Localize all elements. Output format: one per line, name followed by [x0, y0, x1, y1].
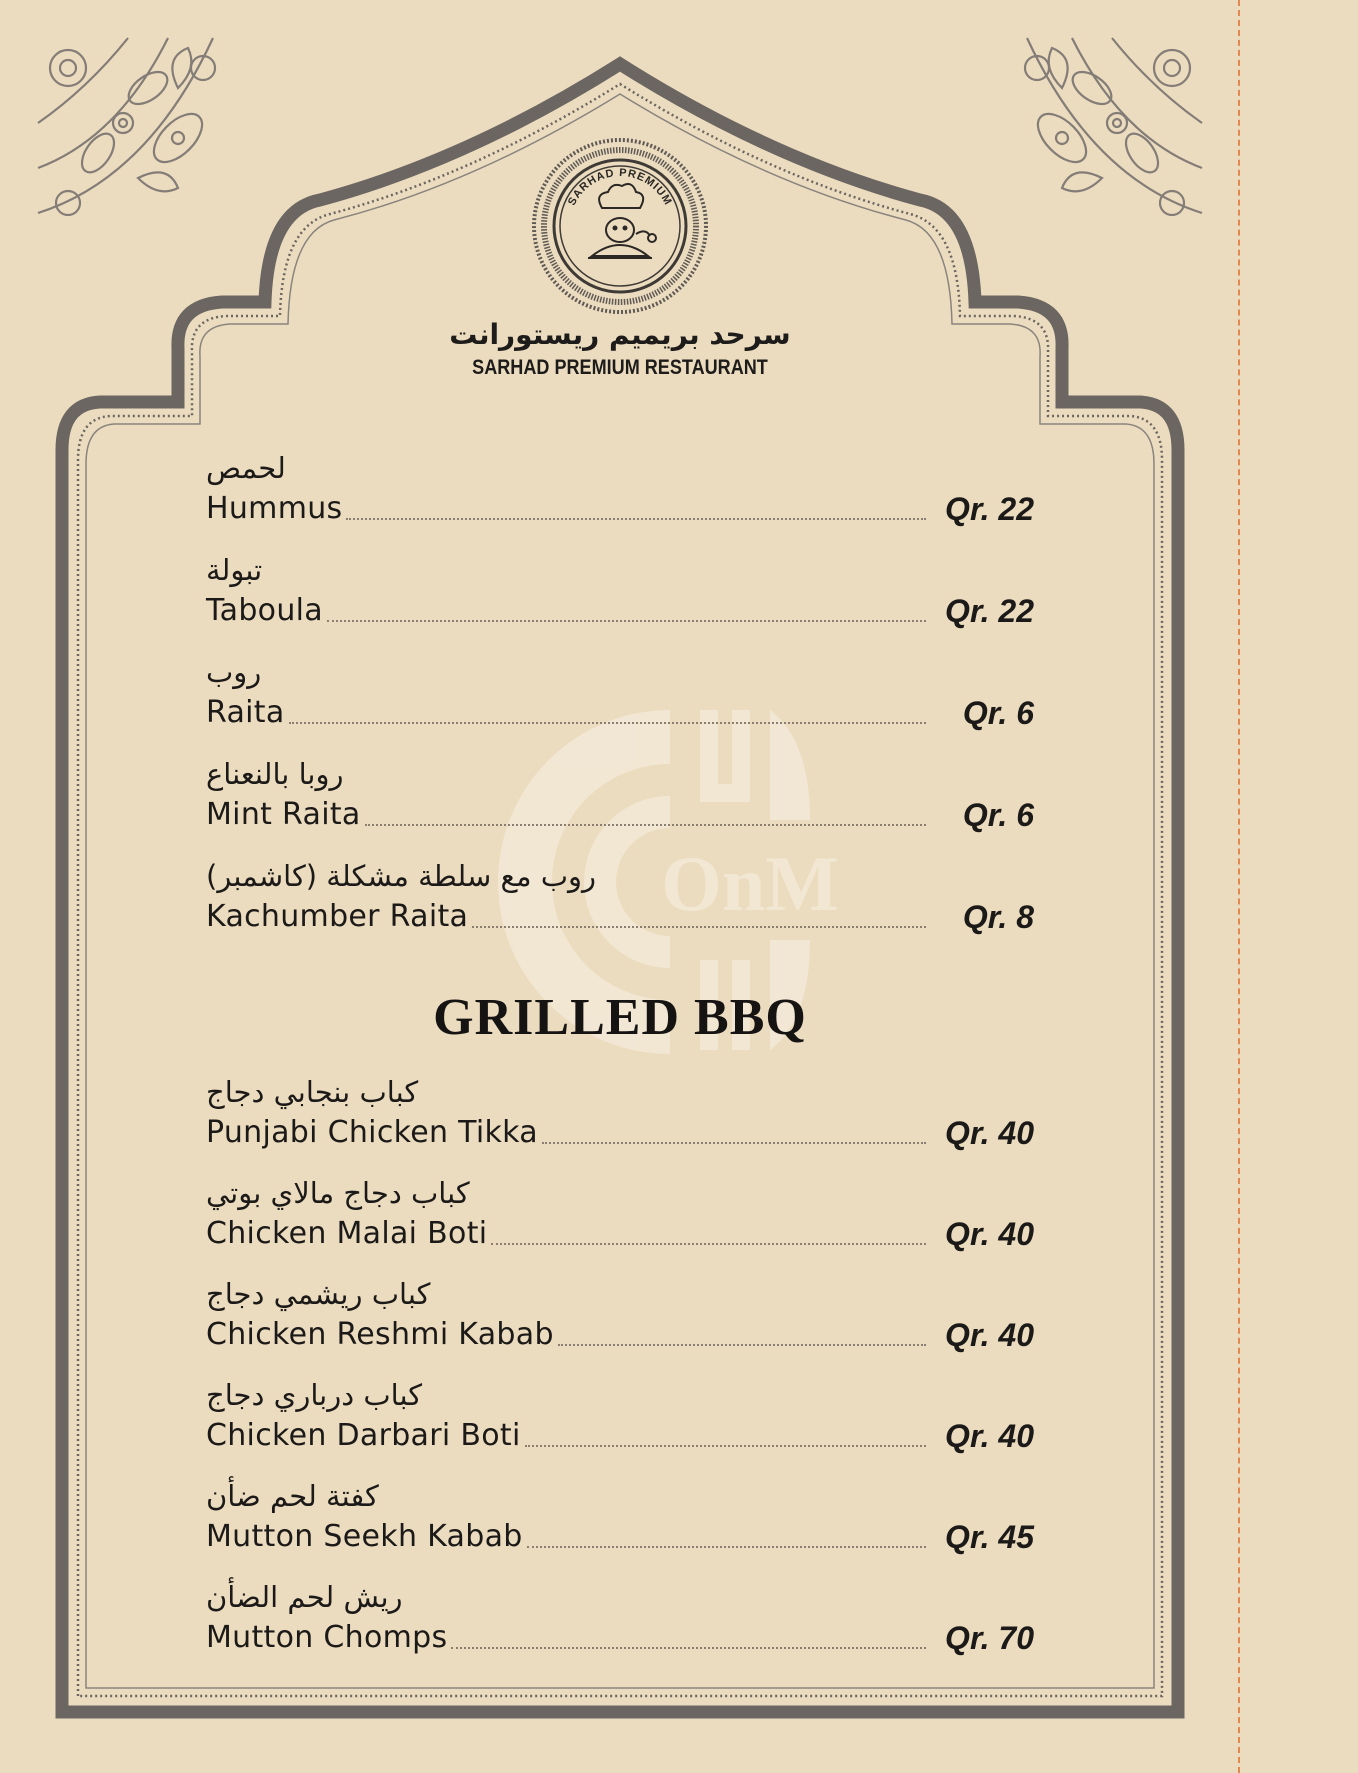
menu-item	[206, 858, 1034, 960]
item-name-english: Chicken Malai Boti	[206, 1216, 488, 1251]
item-name-arabic: كباب درباري دجاج	[206, 1378, 423, 1412]
item-name-english: Raita	[206, 695, 285, 730]
item-price: Qr. 40	[945, 1216, 1034, 1252]
item-name-english: Chicken Darbari Boti	[206, 1418, 521, 1453]
item-name-english: Taboula	[206, 593, 323, 628]
floral-ornament-icon	[1007, 28, 1212, 233]
restaurant-logo-seal	[532, 138, 708, 314]
dotted-leader	[472, 925, 926, 928]
item-price: Qr. 40	[945, 1317, 1034, 1353]
item-price: Qr. 6	[962, 695, 1034, 731]
dotted-leader	[365, 823, 926, 826]
dotted-leader	[527, 1545, 926, 1548]
dotted-leader	[491, 1242, 926, 1245]
item-price: Qr. 40	[945, 1115, 1034, 1151]
item-name-english: Mint Raita	[206, 797, 361, 832]
item-name-arabic: كفتة لحم ضأن	[206, 1479, 379, 1513]
menu-section-grilled-bbq	[206, 1074, 1034, 1680]
menu-item	[206, 1579, 1034, 1680]
item-name-arabic: كباب ريشمي دجاج	[206, 1277, 431, 1311]
dotted-leader	[525, 1444, 926, 1447]
menu-item	[206, 1175, 1034, 1276]
menu-item	[206, 450, 1034, 552]
item-price: Qr. 8	[962, 899, 1034, 935]
floral-ornament-icon	[28, 28, 233, 233]
item-name-arabic: ريش لحم الضأن	[206, 1580, 403, 1614]
item-price: Qr. 40	[945, 1418, 1034, 1454]
item-name-arabic: كباب دجاج مالاي بوتي	[206, 1176, 470, 1210]
dotted-leader	[542, 1141, 926, 1144]
item-price: Qr. 22	[945, 593, 1034, 629]
item-name-english: Kachumber Raita	[206, 899, 469, 934]
dotted-leader	[327, 619, 926, 622]
item-name-english: Chicken Reshmi Kabab	[206, 1317, 554, 1352]
item-name-english: Punjabi Chicken Tikka	[206, 1115, 538, 1150]
item-name-arabic: روب مع سلطة مشكلة (كاشمبر)	[206, 859, 597, 893]
item-price: Qr. 6	[962, 797, 1034, 833]
item-name-arabic: لحمص	[206, 451, 286, 485]
dotted-leader	[451, 1646, 926, 1649]
watermark-text: OnM	[661, 840, 839, 927]
menu-item	[206, 654, 1034, 756]
item-price: Qr. 45	[945, 1519, 1034, 1555]
dotted-leader	[346, 517, 926, 520]
menu-item	[206, 1377, 1034, 1478]
item-name-arabic: كباب بنجابي دجاج	[206, 1075, 419, 1109]
brand-name-arabic: سرحد بريميم ريستورانت	[449, 318, 791, 351]
menu-item	[206, 1276, 1034, 1377]
item-price: Qr. 70	[945, 1620, 1034, 1656]
item-name-english: Mutton Chomps	[206, 1620, 448, 1655]
item-name-arabic: روب	[206, 655, 262, 689]
dotted-leader	[289, 721, 926, 724]
item-name-arabic: روبا بالنعناع	[206, 757, 344, 791]
menu-item	[206, 552, 1034, 654]
item-name-english: Mutton Seekh Kabab	[206, 1519, 523, 1554]
menu-item	[206, 1074, 1034, 1175]
menu-section-appetizers	[206, 450, 1034, 960]
logo-text: SARHAD PREMIUM	[565, 166, 675, 208]
menu-item	[206, 1478, 1034, 1579]
item-price: Qr. 22	[945, 491, 1034, 527]
menu-item	[206, 756, 1034, 858]
item-name-english: Hummus	[206, 491, 343, 526]
brand-name-english: SARHAD PREMIUM RESTAURANT	[472, 356, 768, 379]
dotted-leader	[558, 1343, 926, 1346]
section-title: GRILLED BBQ	[433, 989, 807, 1046]
item-name-arabic: تبولة	[206, 553, 263, 587]
